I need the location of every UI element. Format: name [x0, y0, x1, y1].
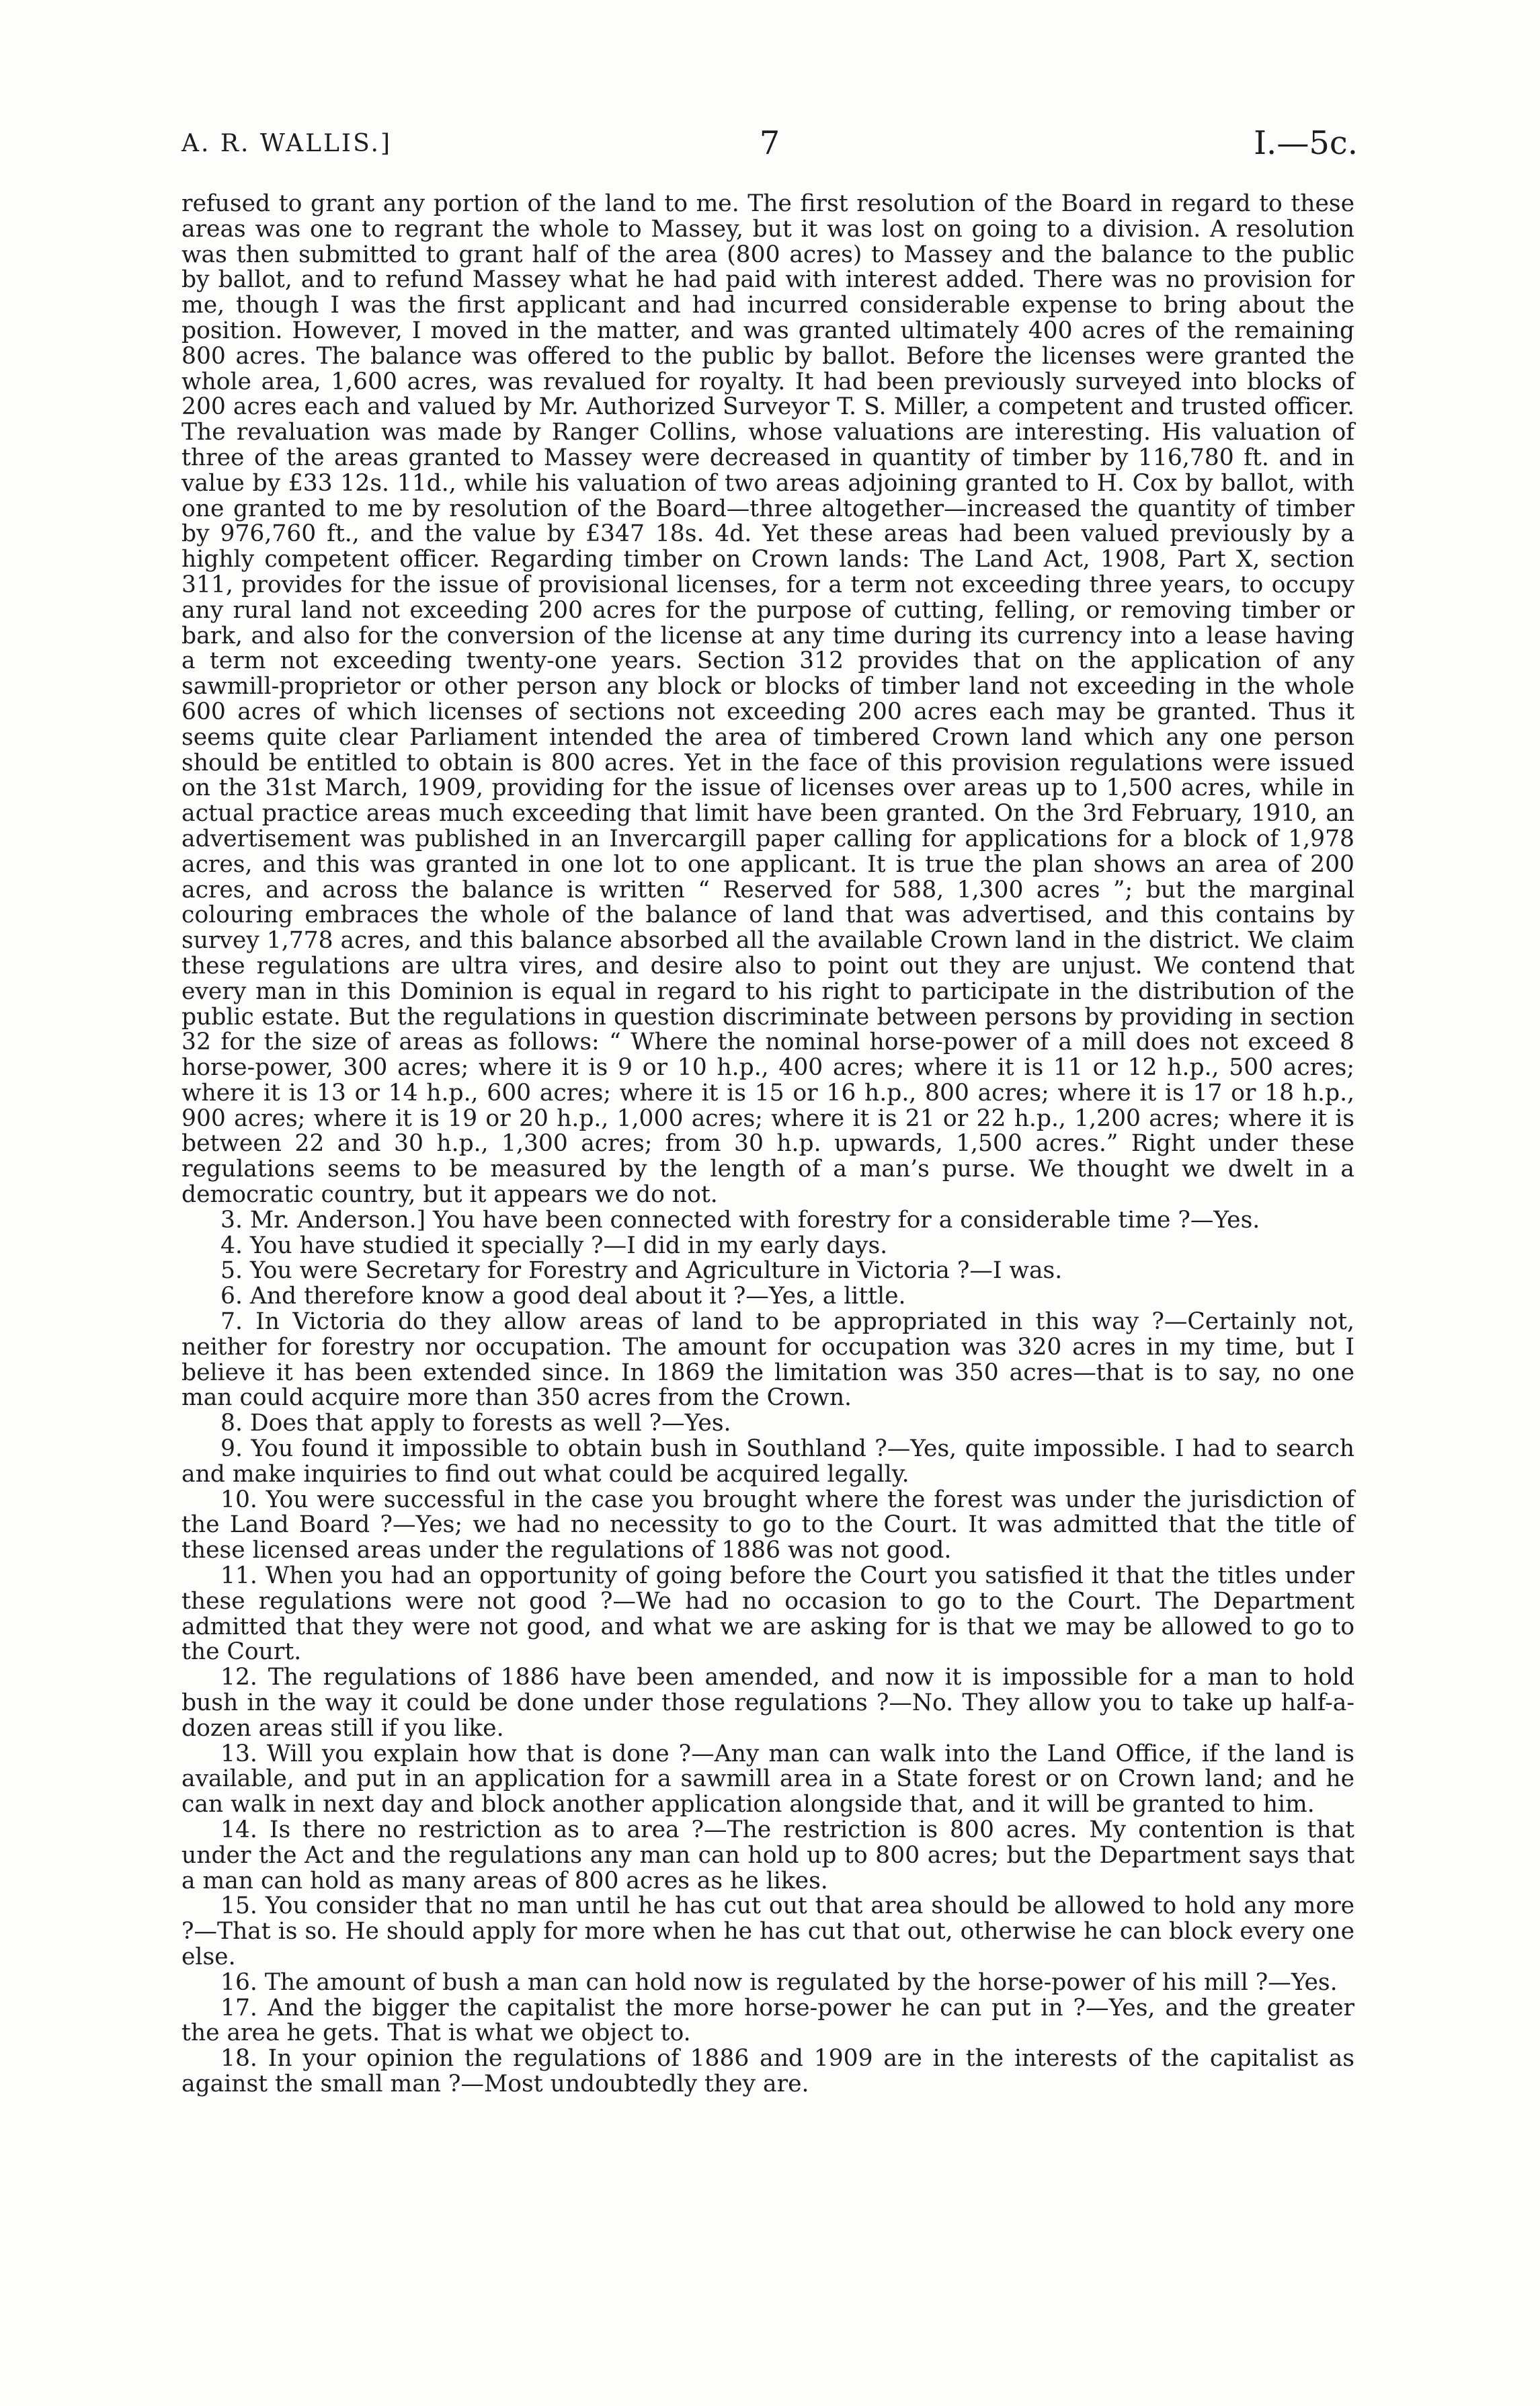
page-number: 7: [759, 124, 780, 162]
question-4: 4. You have studied it specially ?—I did in my early days.: [220, 1232, 888, 1259]
question-12: 12. The regulations of 1886 have been amended, and now it is impossible for a man to hold bush in the way it could be done under those regulations ?—No. They allow you to take up half-a-dozen areas still if you like.: [181, 1664, 1354, 1742]
question-17: 17. And the bigger the capitalist the more horse-power he can put in ?—Yes, and the greater the area he gets. That is what we object to.: [181, 1994, 1354, 2047]
question-13: 13. Will you explain how that is done ?—Any man can walk into the Land Office, if the land is available, and put in an application for a sawmill area in a State forest or on Crown land; and he can walk in next day and block another application alongside that, and it will be granted to him.: [181, 1740, 1354, 1818]
question-5: 5. You were Secretary for Forestry and Agriculture in Victoria ?—I was.: [220, 1257, 1063, 1285]
question-18: 18. In your opinion the regulations of 1886 and 1909 are in the interests of the capitalist as against the small man ?—Most undoubtedly they are.: [181, 2045, 1354, 2097]
question-9: 9. You found it impossible to obtain bush in Southland ?—Yes, quite impossible. I had to search and make inquiries to find out what could be acquired legally.: [181, 1435, 1354, 1488]
question-6: 6. And therefore know a good deal about it ?—Yes, a little.: [220, 1283, 906, 1310]
question-11: 11. When you had an opportunity of going before the Court you satisfied it that the titles under these regulations were not good ?—We had no occasion to go to the Court. The Department admitted that they were not good, and what we are asking for is that we may be allowed to go to the Court.: [181, 1562, 1354, 1666]
question-14: 14. Is there no restriction as to area ?—The restriction is 800 acres. My contention is that under the Act and the regulations any man can hold up to 800 acres; but the Department says that a man can hold as many areas of 800 acres as he likes.: [181, 1816, 1354, 1894]
question-3: 3. Mr. Anderson.] You have been connected with forestry for a considerable time ?—Yes.: [220, 1206, 1260, 1234]
document-reference: I.—5c.: [1254, 124, 1358, 162]
evidence-text: [181, 192, 1354, 2097]
statement-paragraph: refused to grant any portion of the land to me. The first resolution of the Board in regard to these areas was one to regrant the whole to Massey, but it was lost on going to a division. A resolution was then submitted to grant half of the area (800 acres) to Massey and the balance to the public by ballot, and to refund Massey what he had paid with interest added. There was no provision for me, though I was the first applicant and had incurred considerable expense to bring about the position. However, I moved in the matter, and was granted ultimately 400 acres of the remaining 800 acres. The balance was offered to the public by ballot. Before the licenses were granted the whole area, 1,600 acres, was revalued for royalty. It had been previously surveyed into blocks of 200 acres each and valued by Mr. Authorized Surveyor T. S. Miller, a competent and trusted officer. The revaluation was made by Ranger Collins, whose valuations are interesting. His valuation of three of the areas granted to Massey were decreased in quantity of timber by 116,780 ft. and in value by £33 12s. 11d., while his valuation of two areas adjoining granted to H. Cox by ballot, with one granted to me by resolution of the Board—three altogether—increased the quantity of timber by 976,760 ft., and the value by £347 18s. 4d. Yet these areas had been valued previously by a highly competent officer. Regarding timber on Crown lands: The Land Act, 1908, Part X, section 311, provides for the issue of provisional licenses, for a term not exceeding three years, to occupy any rural land not exceeding 200 acres for the purpose of cutting, felling, or removing timber or bark, and also for the conversion of the license at any time during its currency into a lease having a term not exceeding twenty-one years. Section 312 provides that on the application of any sawmill-proprietor or other person any block or blocks of timber land not exceeding in the whole 600 acres of which licenses of sections not exceeding 200 acres each may be granted. Thus it seems quite clear Parliament intended the area of timbered Crown land which any one person should be entitled to obtain is 800 acres. Yet in the face of this provision regulations were issued on the 31st March, 1909, providing for the issue of licenses over areas up to 1,500 acres, while in actual practice areas much exceeding that limit have been granted. On the 3rd February, 1910, an advertisement was published in an Invercargill paper calling for applications for a block of 1,978 acres, and this was granted in one lot to one applicant. It is true the plan shows an area of 200 acres, and across the balance is written “ Reserved for 588, 1,300 acres ”; but the marginal colouring embraces the whole of the balance of land that was advertised, and this contains by survey 1,778 acres, and this balance absorbed all the available Crown land in the district. We claim these regulations are ultra vires, and desire also to point out they are unjust. We contend that every man in this Dominion is equal in regard to his right to participate in the distribution of the public estate. But the regulations in question discriminate between persons by providing in section 32 for the size of areas as follows: “ Where the nominal horse-power of a mill does not exceed 8 horse-power, 300 acres; where it is 9 or 10 h.p., 400 acres; where it is 11 or 12 h.p., 500 acres; where it is 13 or 14 h.p., 600 acres; where it is 15 or 16 h.p., 800 acres; where it is 17 or 18 h.p., 900 acres; where it is 19 or 20 h.p., 1,000 acres; where it is 21 or 22 h.p., 1,200 acres; where it is between 22 and 30 h.p., 1,300 acres; from 30 h.p. upwards, 1,500 acres.” Right under these regulations seems to be measured by the length of a man’s purse. We thought we dwelt in a democratic country, but it appears we do not.: [181, 190, 1354, 1209]
author-header: A. R. WALLIS.]: [181, 130, 392, 157]
question-16: 16. The amount of bush a man can hold now is regulated by the horse-power of his mill ?—Yes.: [220, 1968, 1338, 1996]
question-15: 15. You consider that no man until he has cut out that area should be allowed to hold any more ?—That is so. He should apply for more when he has cut that out, otherwise he can block every one else.: [181, 1892, 1354, 1970]
question-7: 7. In Victoria do they allow areas of land to be appropriated in this way ?—Certainly not, neither for forestry nor occupation. The amount for occupation was 320 acres in my time, but I believe it has been extended since. In 1869 the limitation was 350 acres—that is to say, no one man could acquire more than 350 acres from the Crown.: [181, 1308, 1354, 1412]
page-header: [181, 124, 1358, 165]
question-10: 10. You were successful in the case you brought where the forest was under the jurisdiction of the Land Board ?—Yes; we had no necessity to go to the Court. It was admitted that the title of these licensed areas under the regulations of 1886 was not good.: [181, 1486, 1354, 1564]
question-8: 8. Does that apply to forests as well ?—Yes.: [220, 1410, 731, 1437]
